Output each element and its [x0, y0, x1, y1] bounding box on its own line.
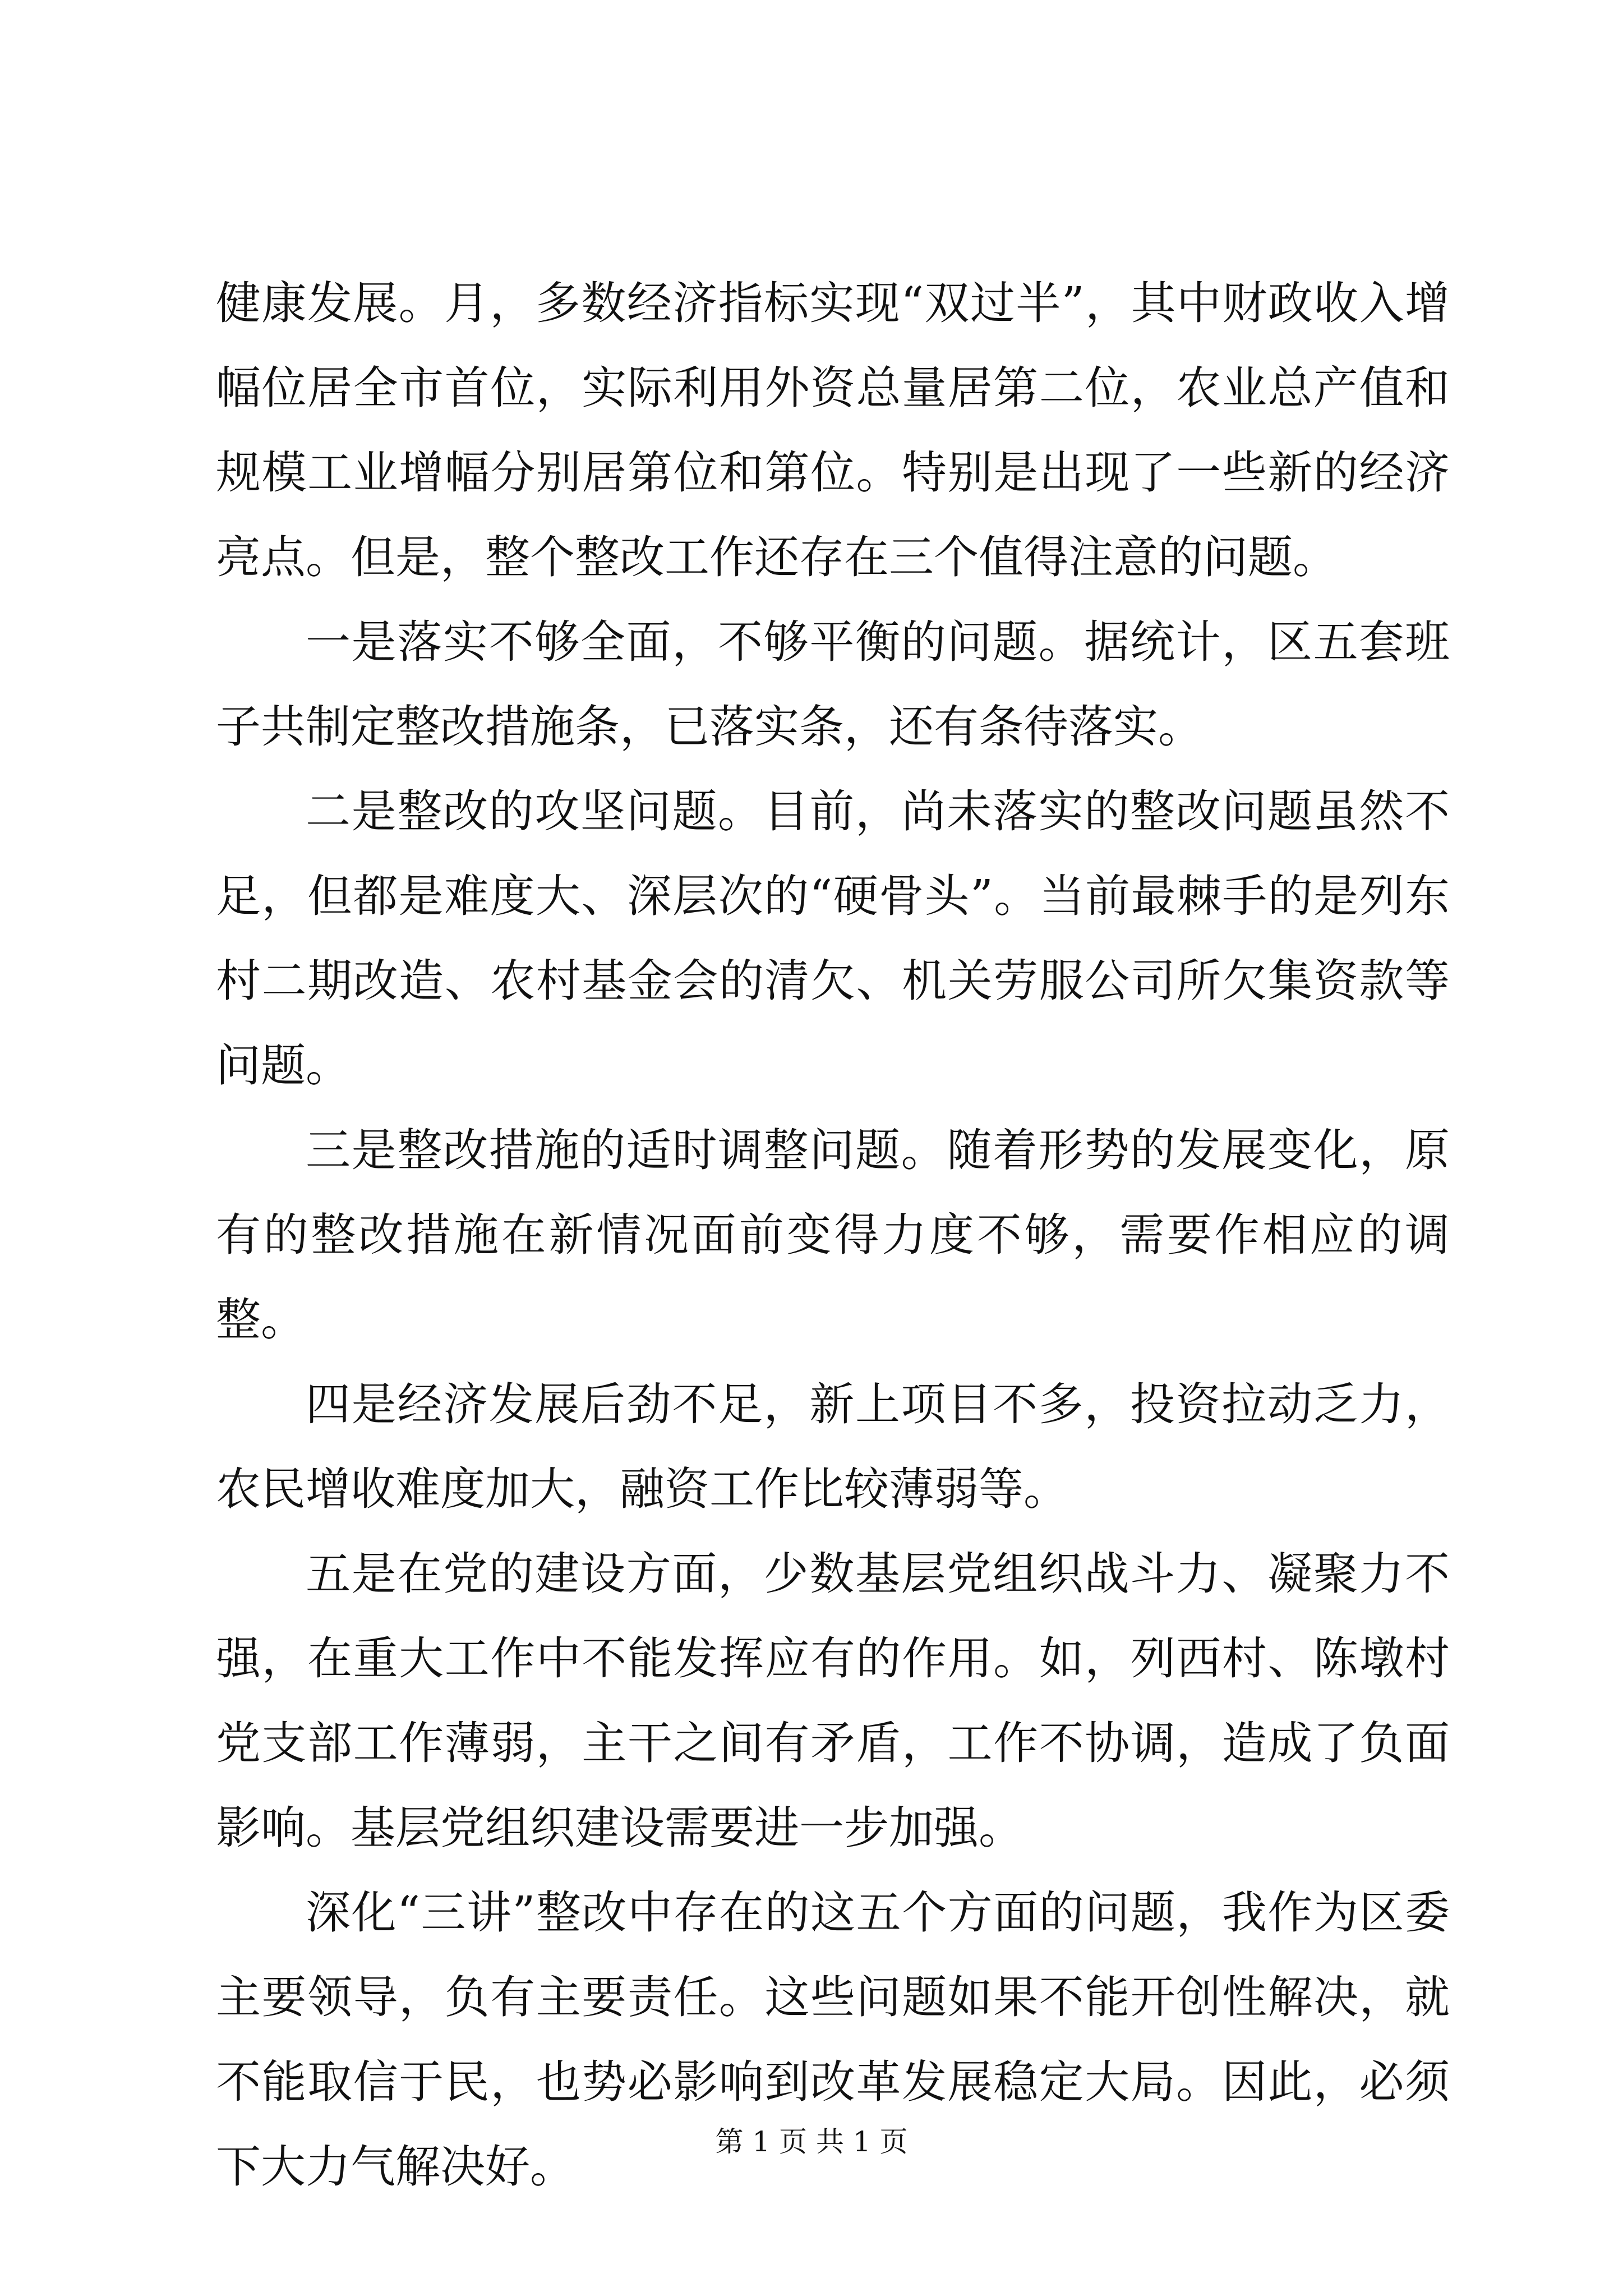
paragraph-issue-five: 五是在党的建设方面，少数基层党组织战斗力、凝聚力不强，在重大工作中不能发挥应有的作用。如，列西村、陈墩村党支部工作薄弱，主干之间有矛盾，工作不协调，造成了负面影响。基层党组织建设需要进一步加强。 — [216, 1548, 1450, 1854]
paragraph-issue-four: 四是经济发展后劲不足，新上项目不多，投资拉动乏力，农民增收难度加大，融资工作比较薄弱等。 — [216, 1378, 1450, 1515]
paragraph-issue-two: 二是整改的攻坚问题。目前，尚未落实的整改问题虽然不足，但都是难度大、深层次的“硬骨头”。当前最棘手的是列东村二期改造、农村基金会的清欠、机关劳服公司所欠集资款等问题。 — [216, 785, 1450, 1092]
paragraph-continuation: 健康发展。月，多数经济指标实现“双过半”，其中财政收入增幅位居全市首位，实际利用外资总量居第二位，农业总产值和规模工业增幅分别居第位和第位。特别是出现了一些新的经济亮点。但是，整个整改工作还存在三个值得注意的问题。 — [216, 277, 1450, 583]
paragraph-conclusion: 深化“三讲”整改中存在的这五个方面的问题，我作为区委主要领导，负有主要责任。这些问题如果不能开创性解决，就不能取信于民，也势必影响到改革发展稳定大局。因此，必须下大力气解决好。 — [216, 1887, 1450, 2193]
page-number-footer: 第 1 页 共 1 页 — [715, 2125, 908, 2158]
document-body — [216, 261, 1450, 2209]
paragraph-issue-three: 三是整改措施的适时调整问题。随着形势的发展变化，原有的整改措施在新情况面前变得力度不够，需要作相应的调整。 — [216, 1124, 1450, 1346]
paragraph-issue-one: 一是落实不够全面，不够平衡的问题。据统计，区五套班子共制定整改措施条，已落实条，还有条待落实。 — [216, 616, 1450, 753]
